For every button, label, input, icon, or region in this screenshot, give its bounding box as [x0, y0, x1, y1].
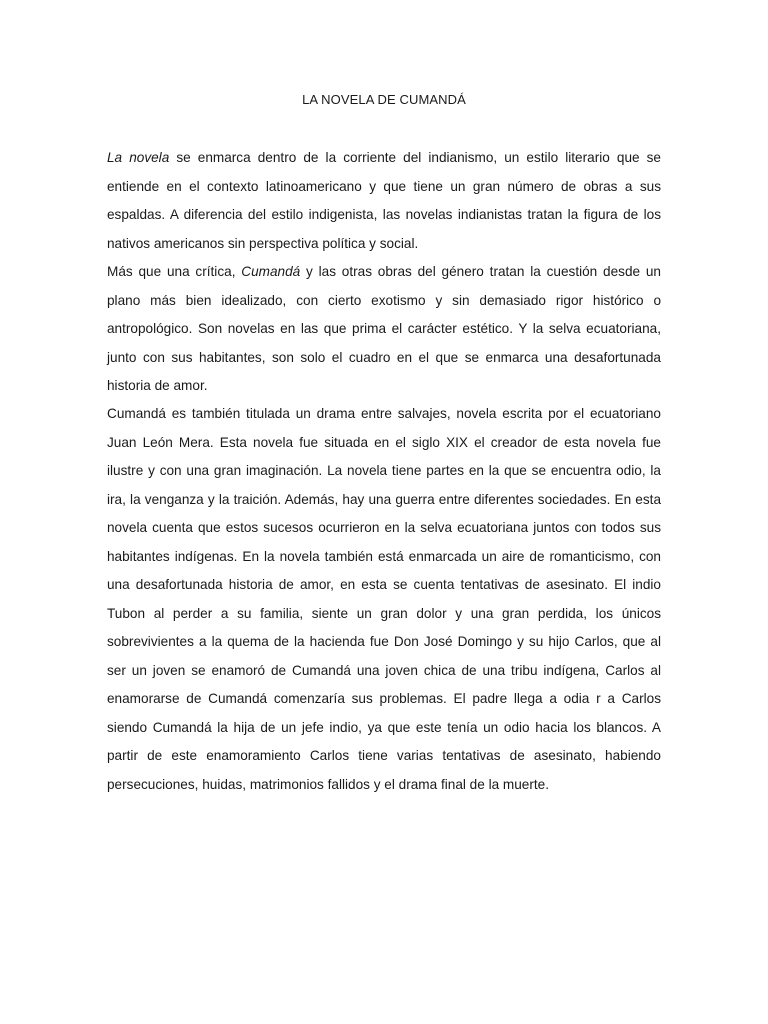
paragraph-text-after: y las otras obras del género tratan la cuestión desde un plano más bien idealizado, con cierto exotismo y sin demasiado rigor histórico o antropológico. Son novelas en las que prima el carácter estético. Y la selva ecuatoriana, junto con sus habitantes, son solo el cuadro en el que se enmarca una desafortunada historia de amor.: [107, 264, 661, 393]
document-title: LA NOVELA DE CUMANDÁ: [302, 92, 466, 107]
italic-title-text: Cumandá: [241, 264, 301, 279]
italic-lead-text: La novela: [107, 150, 170, 165]
paragraph-text-before: Más que una crítica,: [107, 264, 242, 279]
paragraph-indianismo: [107, 144, 661, 258]
paragraph-critica: [107, 258, 661, 401]
summary-section: [107, 400, 661, 799]
paragraph-resumen: Cumandá es también titulada un drama entre salvajes, novela escrita por el ecuatoriano Juan León Mera. Esta novela fue situada en el siglo XIX el creador de esta novela fue ilustre y con una gran imaginación. La novela tiene partes en la que se encuentra odio, la ira, la venganza y la traición. Además, hay una guerra entre diferentes sociedades. En esta novela cuenta que estos sucesos ocurrieron en la selva ecuatoriana juntos con todos sus habitantes indígenas. En la novela también está enmarcada un aire de romanticismo, con una desafortunada historia de amor, en esta se cuenta tentativas de asesinato. El indio Tubon al perder a su familia, siente un gran dolor y una gran perdida, los únicos sobrevivientes a la quema de la hacienda fue Don José Domingo y su hijo Carlos, que al ser un joven se enamoró de Cumandá una joven chica de una tribu indígena, Carlos al enamorarse de Cumandá comenzaría sus problemas. El padre llega a odia r a Carlos siendo Cumandá la hija de un jefe indio, ya que este tenía un odio hacia los blancos. A partir de este enamoramiento Carlos tiene varias tentativas de asesinato, habiendo persecuciones, huidas, matrimonios fallidos y el drama final de la muerte.: [107, 406, 661, 792]
intro-section: [107, 144, 661, 401]
paragraph-text: se enmarca dentro de la corriente del indianismo, un estilo literario que se entiende en el contexto latinoamericano y que tiene un gran número de obras a sus espaldas. A diferencia del estilo indigenista, las novelas indianistas tratan la figura de los nativos americanos sin perspectiva política y social.: [107, 150, 661, 251]
